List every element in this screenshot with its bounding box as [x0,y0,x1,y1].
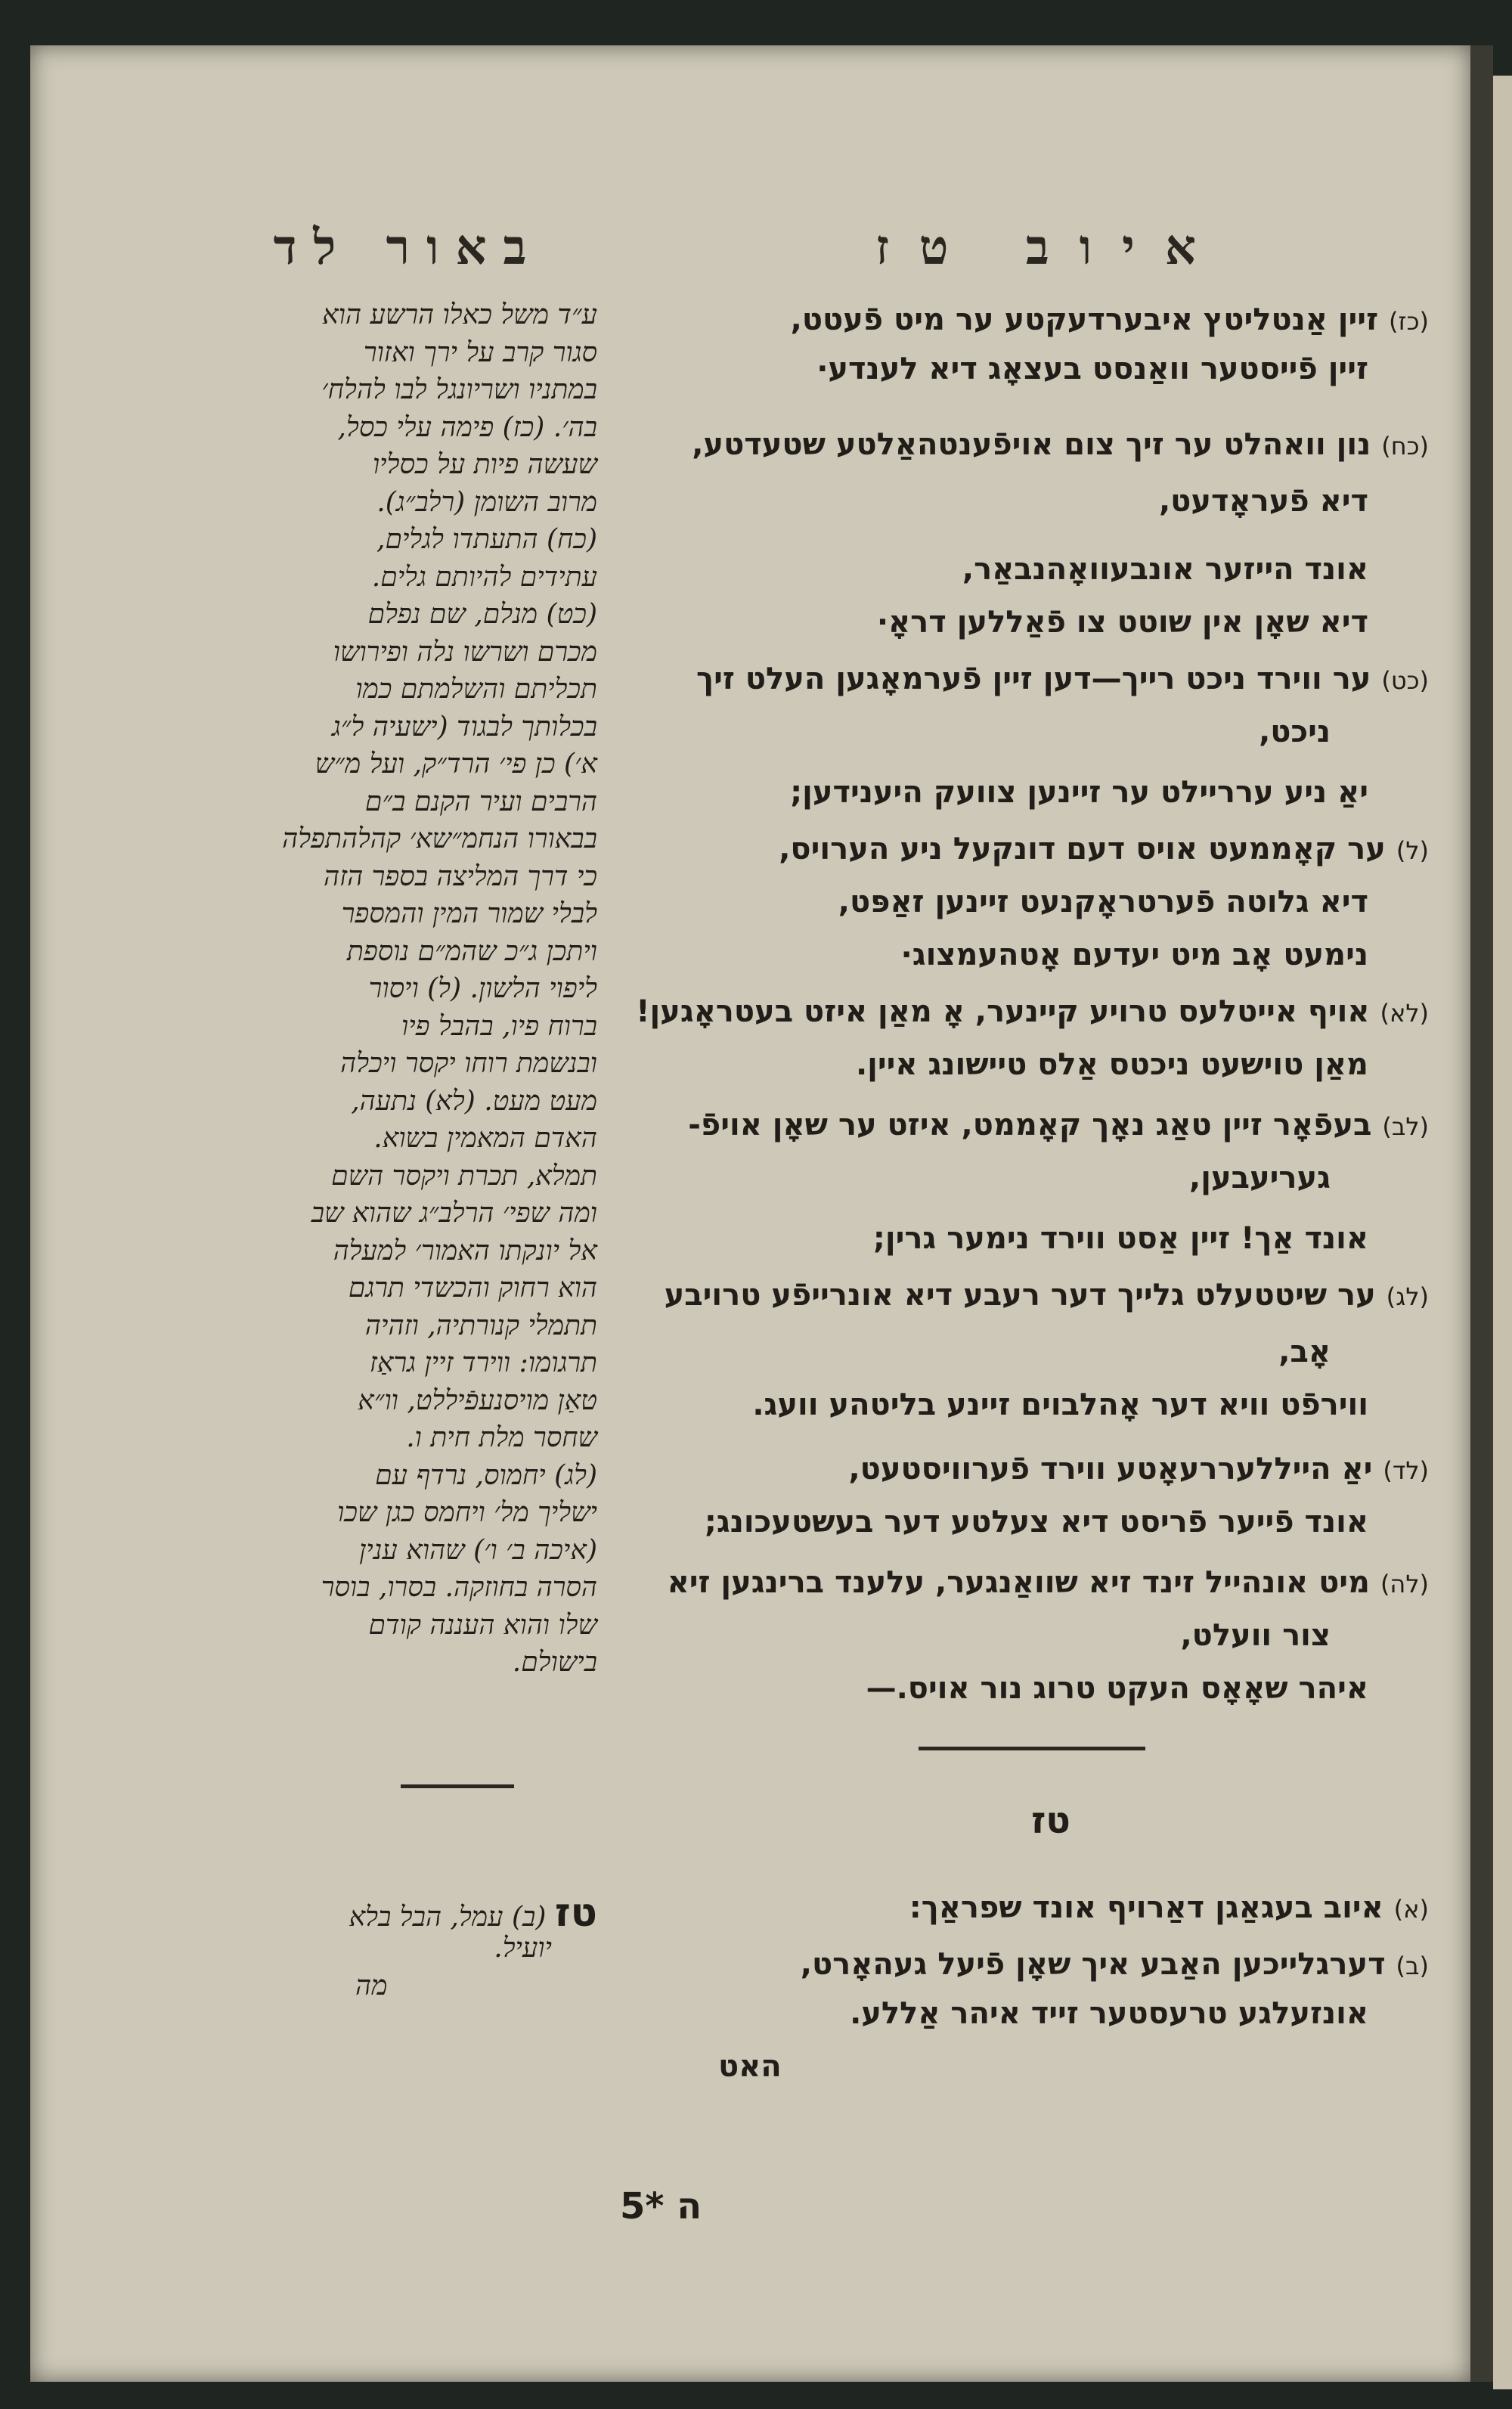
catchword-commentary: מה [355,1970,388,2001]
verse-text: צור וועלט, [1180,1618,1331,1653]
verse-line [801,1947,1429,1982]
verse-number: (לה) [1380,1570,1429,1598]
verse-text: מאַן טוישעט ניכטס אַלס טיישונג איין. [855,1047,1368,1082]
verse-line [873,1221,1368,1256]
commentary-line: הסרה בחוזקה. בסרו, בוסר [321,1572,597,1603]
verse-text: ער קאָממעט אויס דעם דונקעל ניע הערויס, [779,832,1386,867]
verse-text: נון וואהלט ער זיך צום אויפֿענטהאַלטע שטעדטע, [692,427,1371,462]
commentary-line: (כט) מנלם, שם נפלם [367,599,597,630]
verse-line [790,775,1368,810]
verse-number: (לג) [1386,1282,1429,1311]
verse-text: דיא שאָן אין שוטט צו פֿאַללען דראָ· [876,605,1368,640]
verse-text: איהר שאָאָס העקט טרוג נור אויס.— [866,1671,1368,1706]
commentary-line: תכליתם והשלמתם כמו [355,674,597,705]
page-signature: ה *5 [620,2185,702,2228]
commentary-line: בישולם. [512,1647,597,1678]
verse-text: אונד פֿייער פֿריסט דיא צעלטע דער בעשטעכונג; [704,1505,1368,1539]
verse-line [779,832,1429,867]
commentary-line: ליפוי הלשון. (ל) ויסור [368,973,597,1004]
commentary-line: האדם המאמין בשוא. [373,1123,597,1154]
commentary-line: לבלי שמור המין והמספר [341,898,597,929]
verse-number: (כז) [1389,307,1429,336]
verse-text: מיט אונהייל זינד זיא שוואַנגער, עלענד ברינגען זיא [667,1565,1370,1600]
verse-text: איוב בעגאַגן דאַרויף אונד שפראַך: [909,1890,1383,1925]
verse-number: (ב) [1396,1952,1429,1980]
verse-line [665,1278,1429,1313]
verse-number: (א) [1393,1895,1429,1924]
verse-text: אָב, [1278,1335,1331,1369]
running-header-main: איוב טז [875,219,1226,276]
verse-line [752,1387,1368,1422]
verse-line [877,605,1368,640]
commentary-line: טאַן מויסנעפֿיללט, וו״א [358,1384,597,1416]
chapter-label: טז [1031,1800,1070,1842]
verse-text: דיא פֿעראָדעט, [1158,484,1368,519]
commentary-line: הוא רחוק והכשדי תרגם [348,1273,597,1304]
commentary-line: כי דרך המליצה בספר הזה [323,860,597,892]
commentary-line: ומה שפי׳ הרלב״ג שהוא שב [311,1198,597,1229]
verse-text: ער ווירד ניכט רייך—דען זיין פֿערמאָגען העלט זיך [696,662,1371,696]
commentary-divider-rule [401,1784,514,1788]
verse-line [866,1671,1368,1706]
commentary-line: ויתכן ג״כ שהמ״ם נוספת [346,935,597,967]
verse-line [692,427,1429,462]
verse-line [962,552,1368,587]
commentary-chapter-label: טז [554,1890,597,1936]
commentary-line: תתמלי קנורתיה, וזהיה [364,1310,597,1341]
verse-line [848,1452,1429,1487]
commentary-line: סגור קרב על ירך ואזור [363,336,597,368]
book-spine [1470,45,1493,2382]
verse-text: זיין אַנטליטץ איבערדעקטע ער מיט פֿעטט, [790,302,1379,337]
verse-text: ניכט, [1259,715,1331,749]
verse-text: יאַ הייללעררעאָטע ווירד פֿערוויסטעט, [848,1452,1373,1487]
verse-text: אונד אַך! זיין אַסט ווירד נימער גרין; [872,1221,1368,1256]
verse-line [705,1505,1368,1539]
verse-line [668,1565,1429,1600]
commentary-line: תמלא, תכרת ויקסר השם [331,1160,597,1192]
verse-text: יאַ ניע ערריילט ער זיינען צוועק היענידען; [790,775,1368,810]
verse-text: בעפֿאָר זיין טאַג נאָך קאָממט, איזט ער שאָן אויפֿ- [688,1108,1372,1142]
commentary-line: במתניו ושריונגל לבו להלח׳ [321,374,597,405]
verse-number: (כח) [1381,432,1429,460]
catchword-main: האט [718,2049,782,2084]
verse-line [1189,1161,1331,1195]
commentary-line: ע״ד משל כאלו הרשע הוא [322,299,597,330]
verse-number: (ל) [1396,836,1429,865]
verse-line [1259,715,1331,749]
main-divider-rule [919,1747,1145,1750]
verse-text: דערגלייכען האַבע איך שאָן פֿיעל געהאָרט, [800,1947,1386,1982]
verse-line [1278,1335,1331,1369]
commentary-line: תרגומו: ווירד זיין גראַז [369,1347,597,1378]
verse-number: (לב) [1382,1112,1429,1141]
commentary-line: שלו והוא העננה קודם [368,1609,597,1641]
verse-number: (כט) [1381,666,1429,695]
commentary-line: מרוב השומן (רלב״ג). [376,486,597,518]
verse-text: געריעבען, [1189,1161,1331,1195]
verse-text: ער שיטטעלט גלייך דער רעבע דיא אונרייפֿע טרויבע [664,1278,1376,1313]
verse-line [688,1108,1429,1142]
commentary-line: יועיל. [494,1933,552,1964]
commentary-line: (איכה ב׳ ו׳) שהוא ענין [359,1534,597,1566]
verse-line [838,885,1368,919]
verse-line [1159,484,1368,519]
verse-line [636,994,1429,1029]
verse-text: דיא גלוטה פֿערטראָקנעט זיינען זאַפּט, [838,885,1368,919]
commentary-line: מכרם ושרשו נלה ופירושו [333,636,597,668]
commentary-line: בכלותך לבגוד (ישעיה ל״ג [331,711,597,743]
commentary-line: (ב) עמל, הבל בלא [349,1902,547,1933]
verse-line [696,662,1429,696]
verse-text: אונד הייזער אונבעוואָהנבאַר, [962,552,1368,587]
commentary-line: מעט מעט. (לא) נתעה, [351,1085,597,1117]
verse-line [816,352,1368,386]
commentary-line: ישליך מל׳ ויחמס כגן שכו [337,1497,597,1528]
commentary-line: עתידים להיותם גלים. [371,561,597,593]
commentary-line: שעשה פיות על כסליו [372,449,597,480]
running-header-commentary: באור לד [273,219,544,276]
commentary-line: ברוח פיו, בהבל פיו [401,1010,597,1042]
commentary-line: בה׳. (כז) פימה עלי כסל, [337,411,597,443]
verse-line [791,302,1429,337]
verse-line [850,1996,1368,2031]
verse-text: זיין פֿייסטער וואַנסט בעצאָג דיא לענדע· [816,352,1368,386]
commentary-line: בבאורו הנחמ״שא׳ קהלהתפלה [282,823,597,854]
verse-text: אונזעלגע טרעסטער זייד איהר אַללע. [850,1996,1368,2031]
verse-text: אויף אייטלעס טרויע קיינער, אָ מאַן איזט בעטראָגען! [636,994,1370,1029]
verse-number: (לד) [1383,1456,1429,1485]
commentary-line: הרבים ועיר הקנם ב״ם [364,786,597,817]
verse-text: נימעט אָב מיט יעדעם אָטהעמצוג· [900,938,1368,972]
commentary-line: (לג) יחמוס, נרדף עם [375,1459,597,1491]
verse-text: ווירפֿט וויא דער אָהלבוים זיינע בליטהע וועג. [752,1387,1368,1422]
commentary-line: (כח) התעתדו לגלים, [376,524,597,555]
commentary-line: שחסר מלת חית ו. [406,1422,597,1453]
commentary-line: ובנשמת רוחו יקסר ויכלה [340,1048,597,1079]
verse-line [856,1047,1368,1082]
verse-number: (לא) [1380,999,1429,1028]
commentary-line: אל יונקתו האמור׳ למעלה [333,1235,597,1267]
facing-page-edge [1493,76,1512,2389]
commentary-line: א׳) כן פי׳ הרד״ק, ועל מ״ש [314,749,597,780]
verse-line [1180,1618,1331,1653]
verse-line [909,1890,1429,1925]
book-page [30,45,1470,2382]
verse-line [901,938,1368,972]
